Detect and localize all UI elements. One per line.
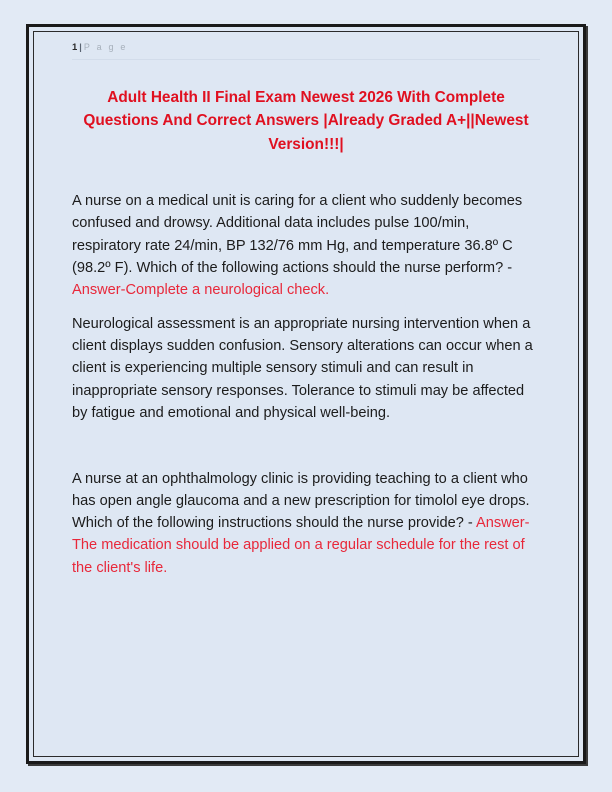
page-header-label: P a g e (83, 42, 128, 52)
document-title: Adult Health II Final Exam Newest 2026 With Complete Questions And Correct Answers |Already Graded A+||Newest Version!!!| (83, 89, 529, 153)
document-body (72, 190, 540, 579)
question-text-2: A nurse at an ophthalmology clinic is providing teaching to a client who has open angle glaucoma and a new prescription for timolol eye drops. Which of the following instructions should the nurse provide? - (72, 470, 530, 532)
page-inner-border (33, 31, 579, 757)
page-header (72, 42, 540, 60)
question-paragraph-1 (72, 190, 540, 301)
page-number: 1 (72, 42, 78, 53)
question-text-1: A nurse on a medical unit is caring for a client who suddenly becomes confused and drowsy. Additional data includes pulse 100/min, respiratory rate 24/min, BP 132/76 mm Hg, and temperature 36.8º C (98.2º F). Which of the following actions should the nurse perform? - (72, 193, 523, 276)
rationale-paragraph-1: Neurological assessment is an appropriate nursing intervention when a client displays sudden confusion. Sensory alterations can occur when a client is experiencing multiple sensory stimuli and can result in inappropriate sensory responses. Tolerance to stimuli may be affected by fatigue and emotional and physical well-being. (72, 316, 533, 421)
page-header-separator: | (79, 42, 82, 52)
question-paragraph-2 (72, 468, 540, 579)
answer-text-2: Answer-The medication should be applied on a regular schedule for the rest of the client's life. (72, 515, 530, 576)
page-content (34, 32, 578, 756)
document-page (26, 24, 586, 764)
answer-text-1: Answer-Complete a neurological check. (72, 281, 330, 298)
